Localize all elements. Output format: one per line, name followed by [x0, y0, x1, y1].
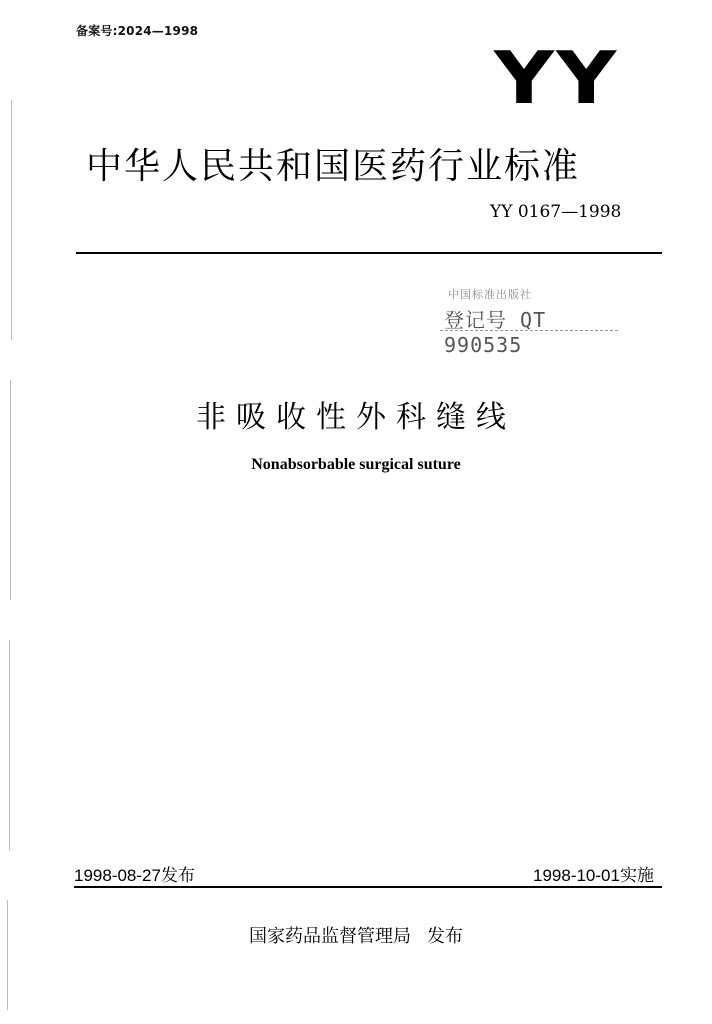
record-number: 备案号:2024—1998 — [76, 24, 199, 38]
issuer-action: 发布 — [427, 926, 463, 947]
stamp-underline — [440, 330, 618, 331]
scan-artifact — [9, 640, 10, 850]
publish-date: 1998-08-27发布 — [74, 866, 195, 885]
header-divider — [76, 252, 662, 254]
standard-title: 中华人民共和国医药行业标准 — [86, 146, 581, 187]
yy-logo: YY — [494, 36, 619, 120]
implement-date: 1998-10-01实施 — [533, 866, 654, 885]
document-title-chinese: 非吸收性外科缝线 — [196, 400, 516, 435]
scan-artifact — [7, 900, 8, 1010]
document-title-english: Nonabsorbable surgical suture — [251, 456, 461, 473]
footer-divider — [74, 886, 662, 888]
standard-code: YY 0167—1998 — [490, 202, 622, 222]
scan-artifact — [11, 100, 12, 340]
issuer-line — [0, 922, 712, 948]
issuer-name: 国家药品监督管理局 — [249, 926, 411, 947]
stamp-line-1: 中国标准出版社 — [448, 288, 532, 301]
registration-stamp — [440, 284, 620, 357]
scan-artifact — [10, 380, 11, 600]
stamp-line-2: 登记号 QT 990535 — [444, 308, 547, 357]
